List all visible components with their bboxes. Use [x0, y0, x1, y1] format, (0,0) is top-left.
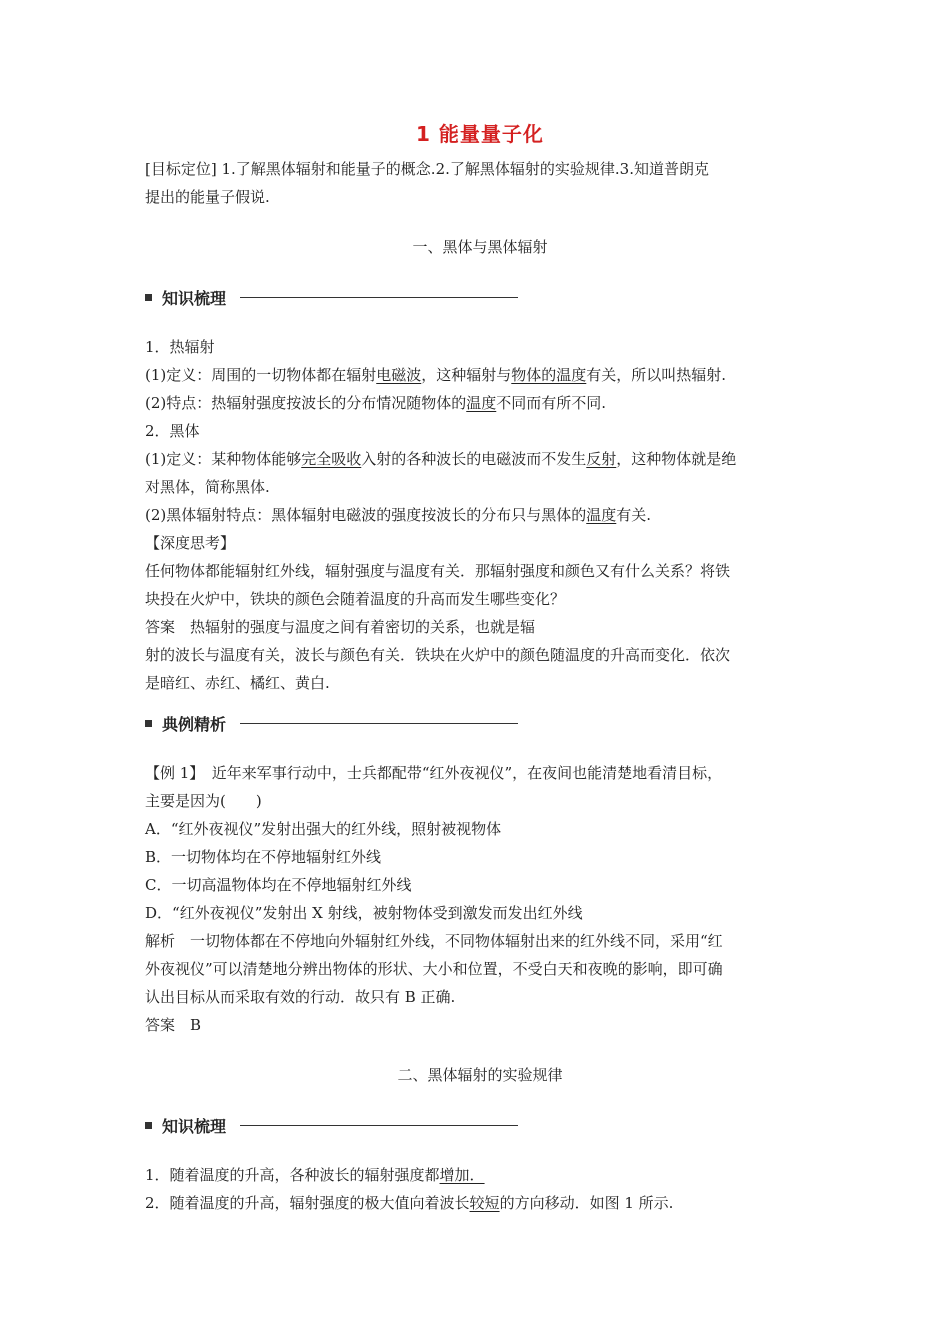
feature-line [145, 501, 815, 529]
answer: 答案 B [145, 1016, 202, 1034]
option-b: B．一切物体均在不停地辐射红外线 [145, 848, 382, 866]
objective-label: [目标定位] [145, 160, 217, 178]
underlined-answer: 温度 [466, 394, 497, 412]
option-c: C．一切高温物体均在不停地辐射红外线 [145, 876, 412, 894]
text: ，这种物体就是绝 [616, 450, 737, 468]
deep-answer: 答案 热辐射的强度与温度之间有着密切的关系，也就是辐 [145, 618, 536, 636]
definition-line [145, 445, 815, 473]
underlined-answer: 增加． [439, 1166, 485, 1184]
example-question: 主要是因为( ) [145, 792, 262, 810]
example-header [145, 709, 815, 737]
objective-text: 1.了解黑体辐射和能量子的概念.2.了解黑体辐射的实验规律.3.知道普朗克 [216, 160, 709, 178]
item-title: 2．黑体 [145, 422, 200, 440]
knowledge-header-2 [145, 1111, 815, 1139]
divider [240, 1125, 518, 1126]
item-title: 1．热辐射 [145, 338, 215, 356]
knowledge-label: 知识梳理 [162, 1116, 227, 1136]
knowledge-label: 知识梳理 [162, 288, 227, 308]
underlined-answer: 反射 [586, 450, 617, 468]
objective-line-2: 提出的能量子假说. [145, 188, 270, 206]
underlined-answer: 温度 [586, 506, 617, 524]
document-page [145, 118, 815, 1217]
divider [240, 297, 518, 298]
option-a: A．“红外夜视仪”发射出强大的红外线，照射被视物体 [145, 820, 502, 838]
deep-answer: 射的波长与温度有关，波长与颜色有关．铁块在火炉中的颜色随温度的升高而变化．依次 [145, 646, 731, 664]
underlined-answer: 电磁波 [376, 366, 422, 384]
text: 的方向移动．如图 1 所示. [499, 1194, 674, 1212]
example-question: 【例 1】 近年来军事行动中，士兵都配带“红外夜视仪”，在夜间也能清楚地看清目标， [145, 764, 723, 782]
solution: 外夜视仪”可以清楚地分辨出物体的形状、大小和位置，不受白天和夜晚的影响，即可确 [145, 960, 723, 978]
text: ，这种辐射与 [421, 366, 512, 384]
deep-thinking-label: 【深度思考】 [145, 534, 236, 552]
text: 不同而有所不同. [496, 394, 607, 412]
text: (1)定义：某种物体能够 [145, 450, 302, 468]
deep-question: 任何物体都能辐射红外线，辐射强度与温度有关．那辐射强度和颜色又有什么关系？将铁 [145, 562, 731, 580]
deep-question: 块投在火炉中，铁块的颜色会随着温度的升高而发生哪些变化？ [145, 590, 566, 608]
feature-line [145, 389, 815, 417]
square-bullet-icon [145, 720, 152, 727]
text: 入射的各种波长的电磁波而不发生 [361, 450, 587, 468]
text: 1．随着温度的升高，各种波长的辐射强度都 [145, 1166, 440, 1184]
text: (2)特点：热辐射强度按波长的分布情况随物体的 [145, 394, 467, 412]
rule-line [145, 1161, 815, 1189]
objective-line-1 [145, 155, 815, 183]
deep-answer: 是暗红、赤红、橘红、黄白. [145, 674, 330, 692]
solution: 认出目标从而采取有效的行动．故只有 B 正确. [145, 988, 456, 1006]
solution: 解析 一切物体都在不停地向外辐射红外线，不同物体辐射出来的红外线不同，采用“红 [145, 932, 723, 950]
section2-heading: 二、黑体辐射的实验规律 [397, 1066, 563, 1084]
text: (2)黑体辐射特点：黑体辐射电磁波的强度按波长的分布只与黑体的 [145, 506, 587, 524]
underlined-answer: 完全吸收 [301, 450, 362, 468]
definition-line [145, 361, 815, 389]
page-title: 1 能量量子化 [416, 122, 544, 146]
rule-line [145, 1189, 815, 1217]
knowledge-header-1 [145, 283, 815, 311]
underlined-answer: 物体的温度 [511, 366, 587, 384]
underlined-answer: 较短 [469, 1194, 500, 1212]
example-label: 典例精析 [162, 714, 227, 734]
square-bullet-icon [145, 1122, 152, 1129]
definition-line-2: 对黑体，简称黑体. [145, 478, 270, 496]
square-bullet-icon [145, 294, 152, 301]
divider [240, 723, 518, 724]
text: 2．随着温度的升高，辐射强度的极大值向着波长 [145, 1194, 470, 1212]
text: 有关，所以叫热辐射. [586, 366, 727, 384]
option-d: D．“红外夜视仪”发射出 X 射线，被射物体受到激发而发出红外线 [145, 904, 583, 922]
text: 有关. [616, 506, 652, 524]
text: (1)定义：周围的一切物体都在辐射 [145, 366, 377, 384]
section1-heading: 一、黑体与黑体辐射 [412, 238, 548, 256]
